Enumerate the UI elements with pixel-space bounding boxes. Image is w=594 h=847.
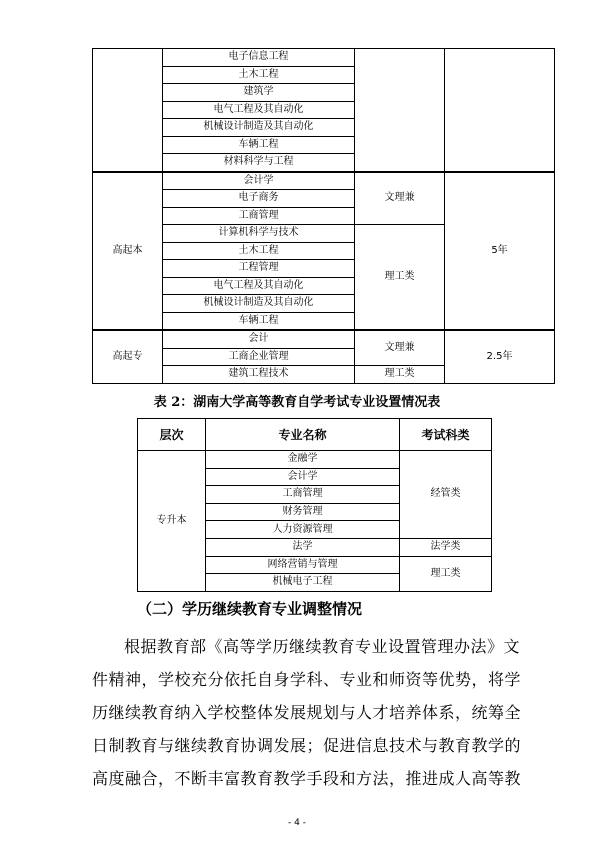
major-cell: 会计	[163, 330, 355, 348]
page-number: - 4 -	[288, 818, 306, 828]
section-heading: （二）学历继续教育专业调整情况	[137, 600, 363, 618]
table-header-row	[138, 419, 492, 451]
major-cell: 建筑工程技术	[163, 366, 355, 384]
header-major: 专业名称	[206, 419, 400, 451]
header-level: 层次	[138, 419, 206, 451]
header-exam-category: 考试科类	[400, 419, 492, 451]
major-cell: 电气工程及其自动化	[163, 277, 355, 295]
category-cell	[355, 49, 445, 172]
category-cell: 理工类	[355, 225, 445, 331]
major-cell: 会计学	[163, 172, 355, 190]
major-cell: 财务管理	[206, 503, 400, 521]
major-cell: 电气工程及其自动化	[163, 101, 355, 119]
major-cell: 人力资源管理	[206, 521, 400, 539]
category-cell: 文理兼	[355, 330, 445, 366]
level-cell	[93, 49, 163, 172]
category-cell: 理工类	[355, 366, 445, 384]
table-caption: 表 2：湖南大学高等教育自学考试专业设置情况表	[153, 395, 441, 410]
major-cell: 车辆工程	[163, 136, 355, 154]
level-cell: 高起本	[93, 172, 163, 331]
major-cell: 计算机科学与技术	[163, 225, 355, 243]
major-cell: 工程管理	[163, 260, 355, 278]
major-cell: 电子商务	[163, 190, 355, 208]
major-cell: 车辆工程	[163, 312, 355, 330]
category-cell: 文理兼	[355, 172, 445, 225]
major-cell: 机械电子工程	[206, 574, 400, 592]
major-cell: 金融学	[206, 451, 400, 469]
major-cell: 工商管理	[206, 486, 400, 504]
self-study-exam-table	[137, 418, 492, 592]
paragraph-line: 高度融合，不断丰富教育教学手段和方法，推进成人高等教	[92, 769, 522, 788]
enrollment-majors-table	[92, 48, 555, 384]
paragraph-line: 历继续教育纳入学校整体发展规划与人才培养体系，统筹全	[92, 703, 522, 722]
paragraph-line: 日制教育与继续教育协调发展；促进信息技术与教育教学的	[92, 736, 522, 755]
major-cell: 土木工程	[163, 66, 355, 84]
duration-cell: 5年	[445, 172, 555, 331]
major-cell: 材料科学与工程	[163, 154, 355, 172]
level-cell: 专升本	[138, 451, 206, 592]
category-cell: 经管类	[400, 451, 492, 539]
major-cell: 法学	[206, 538, 400, 556]
table-row	[93, 172, 555, 190]
category-cell: 法学类	[400, 538, 492, 556]
table-row	[93, 49, 555, 67]
major-cell: 工商管理	[163, 207, 355, 225]
paragraph-line: 件精神，学校充分依托自身学科、专业和师资等优势，将学	[92, 670, 522, 689]
major-cell: 会计学	[206, 468, 400, 486]
major-cell: 机械设计制造及其自动化	[163, 295, 355, 313]
table-row	[138, 451, 492, 469]
major-cell: 网络营销与管理	[206, 556, 400, 574]
category-cell: 理工类	[400, 556, 492, 591]
level-cell: 高起专	[93, 330, 163, 383]
major-cell: 电子信息工程	[163, 49, 355, 67]
major-cell: 工商企业管理	[163, 348, 355, 366]
duration-cell: 2.5年	[445, 330, 555, 383]
major-cell: 建筑学	[163, 84, 355, 102]
paragraph-line: 根据教育部《高等学历继续教育专业设置管理办法》文	[124, 637, 521, 656]
table-row	[93, 330, 555, 348]
major-cell: 机械设计制造及其自动化	[163, 119, 355, 137]
major-cell: 土木工程	[163, 242, 355, 260]
duration-cell	[445, 49, 555, 172]
